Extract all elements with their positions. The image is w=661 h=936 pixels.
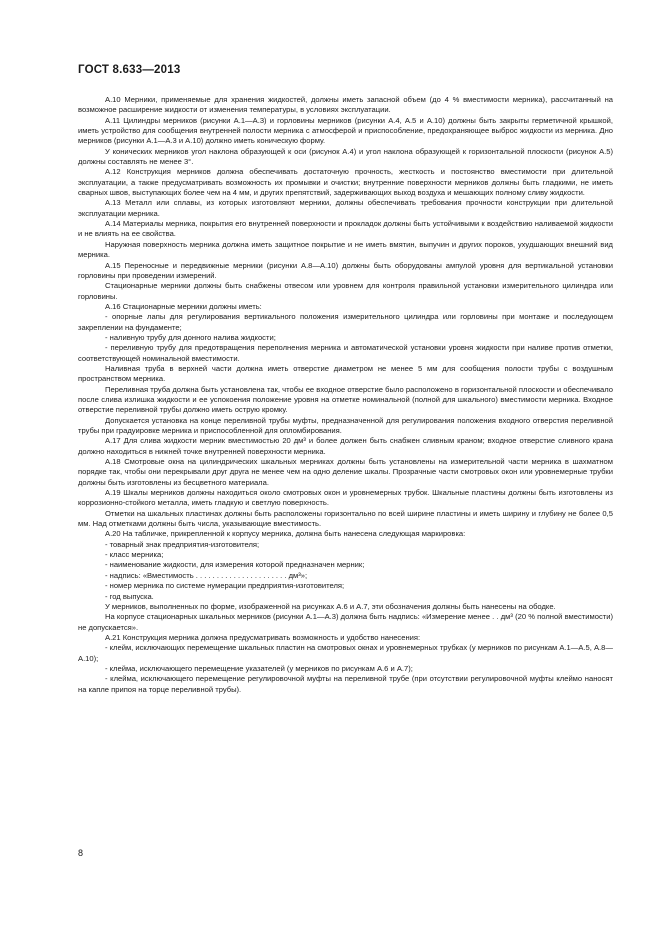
paragraph: А.11 Цилиндры мерников (рисунки А.1—А.3) и горловины мерников (рисунки А.4, А.5 и А.10) должны быть закрыты герметичной крышкой, иметь устройство для сообщения внутренней полости мерника с атмосферой и приспособление, предохраняющее выброс жидкости из мерника. Дно мерников (рисунки А.1—А.3 и А.10) должно иметь коническую форму. bbox=[78, 115, 613, 146]
page-number: 8 bbox=[78, 848, 84, 858]
document-header: ГОСТ 8.633—2013 bbox=[78, 64, 181, 76]
list-item: - класс мерника; bbox=[105, 550, 164, 560]
paragraph: Допускается установка на конце переливной трубы муфты, предназначенной для регулирования положения входного отверстия переливной трубы при градуировке мерника и приспособленной для опломбирования. bbox=[78, 415, 613, 435]
paragraph: А.17 Для слива жидкости мерник вместимостью 20 дм³ и более должен быть снабжен сливным краном; входное отверстие сливного крана должно находиться в нижней точке внутренней поверхности мерника. bbox=[78, 436, 613, 456]
paragraph: Наружная поверхность мерника должна иметь защитное покрытие и не иметь вмятин, выпучин и других пороков, ухудшающих внешний вид мерника. bbox=[78, 239, 613, 260]
paragraph: А.18 Смотровые окна на цилиндрических шкальных мерниках должны быть установлены на измерительной части мерника в шахматном порядке так, чтобы они перекрывали друг друга не менее чем на одно деление шкалы. Прозрачные части смотровых окон или уровнемерные трубки должны быть изготовлены из бесцветного материала. bbox=[78, 457, 613, 487]
list-item: - клейм, исключающих перемещение шкальных пластин на смотровых окнах и уровнемерных трубках (у мерников по рисункам А.1—А.5, А.8—А.10); bbox=[78, 643, 613, 663]
paragraph: А.19 Шкалы мерников должны находиться около смотровых окон и уровнемерных трубок. Шкальные пластины должны быть изготовлены из коррозионно-стойкого металла, иметь гладкую и светлую поверхность. bbox=[78, 488, 613, 508]
paragraph: А.12 Конструкция мерников должна обеспечивать достаточную прочность, жесткость и постоянство вместимости при длительной эксплуатации, а также предусматривать возможность их промывки и очистки; внутренние поверхности мерников должны быть гладкими, не иметь сварных швов, выступающих более чем на 4 мм, и других препятствий, задерживающих выход воздуха и мешающих полному сливу жидкости. bbox=[78, 167, 613, 198]
paragraph: Наливная труба в верхней части должна иметь отверстие диаметром не менее 5 мм для сообщения полости трубы с воздушным пространством мерника. bbox=[78, 363, 613, 384]
paragraph: На корпусе стационарных шкальных мерников (рисунки А.1—А.3) должна быть надпись: «Измерение менее . . дм³ (20 % полной вместимости) не допускается». bbox=[78, 612, 613, 632]
list-item: - год выпуска. bbox=[105, 591, 154, 601]
list-item: - клейма, исключающего перемещение регулировочной муфты на переливной трубе (при отсутствии регулировочной муфты клеймо наносят на капле припоя на торце переливной трубы). bbox=[78, 674, 613, 694]
list-item: - клейма, исключающего перемещение указателей (у мерников по рисункам А.6 и А.7); bbox=[105, 663, 413, 673]
list-item: - наименование жидкости, для измерения которой предназначен мерник; bbox=[105, 560, 365, 570]
list-item: - надпись: «Вместимость . . . . . . . . . . . . . . . . . . . . . . дм³»; bbox=[105, 570, 308, 580]
paragraph: У конических мерников угол наклона образующей к оси (рисунок А.4) и угол наклона образующей к горизонтальной плоскости (рисунок А.5) должны составлять не менее 3°. bbox=[78, 146, 613, 167]
paragraph: А.14 Материалы мерника, покрытия его внутренней поверхности и прокладок должны быть устойчивыми к воздействию наливаемой жидкости и не влиять на ее свойства. bbox=[78, 219, 613, 239]
paragraph: Отметки на шкальных пластинах должны быть расположены горизонтально по всей ширине пластины и иметь ширину и глубину не более 0,5 мм. Над отметками должны быть числа, указывающие вместимость. bbox=[78, 508, 613, 529]
list-item: - номер мерника по системе нумерации предприятия-изготовителя; bbox=[105, 581, 345, 591]
list-item: - опорные лапы для регулирования вертикального положения измерительного цилиндра или горловины при монтаже и последующем закреплении на фундаменте; bbox=[78, 312, 613, 332]
paragraph: А.20 На табличке, прикрепленной к корпусу мерника, должна быть нанесена следующая маркировка: bbox=[105, 529, 466, 539]
list-item: - наливную трубу для донного налива жидкости; bbox=[105, 332, 276, 342]
paragraph: А.13 Металл или сплавы, из которых изготовляют мерники, должны обеспечивать требования прочности конструкции при длительной эксплуатации мерника. bbox=[78, 198, 613, 218]
document-body bbox=[78, 95, 613, 695]
paragraph: Стационарные мерники должны быть снабжены отвесом или уровнем для контроля правильной установки измерительного цилиндра или горловины. bbox=[78, 281, 613, 301]
paragraph: А.15 Переносные и передвижные мерники (рисунки А.8—А.10) должны быть оборудованы ампулой уровня для вертикальной установки горловины при проведении измерений. bbox=[78, 260, 613, 280]
paragraph: У мерников, выполненных по форме, изображенной на рисунках А.6 и А.7, эти обозначения должны быть нанесены на ободке. bbox=[105, 601, 556, 611]
paragraph: Переливная труба должна быть установлена так, чтобы ее входное отверстие было расположено в горизонтальной плоскости и обеспечивало после слива излишка жидкости и ее успокоения положение уровня на отметке номинальной (полной для шкального) вместимости мерника. Входное отверстие переливной трубы должно иметь острую кромку. bbox=[78, 384, 613, 415]
list-item: - переливную трубу для предотвращения переполнения мерника и автоматической установки уровня жидкости при наливе против отметки, соответствующей номинальной вместимости. bbox=[78, 343, 613, 363]
list-item: - товарный знак предприятия-изготовителя; bbox=[105, 539, 260, 549]
paragraph: А.10 Мерники, применяемые для хранения жидкостей, должны иметь запасной объем (до 4 % вместимости мерника), рассчитанный на возможное расширение жидкости от изменения температуры, в условиях эксплуатации. bbox=[78, 95, 613, 115]
paragraph: А.21 Конструкция мерника должна предусматривать возможность и удобство нанесения: bbox=[105, 632, 421, 642]
paragraph: А.16 Стационарные мерники должны иметь: bbox=[105, 301, 262, 311]
